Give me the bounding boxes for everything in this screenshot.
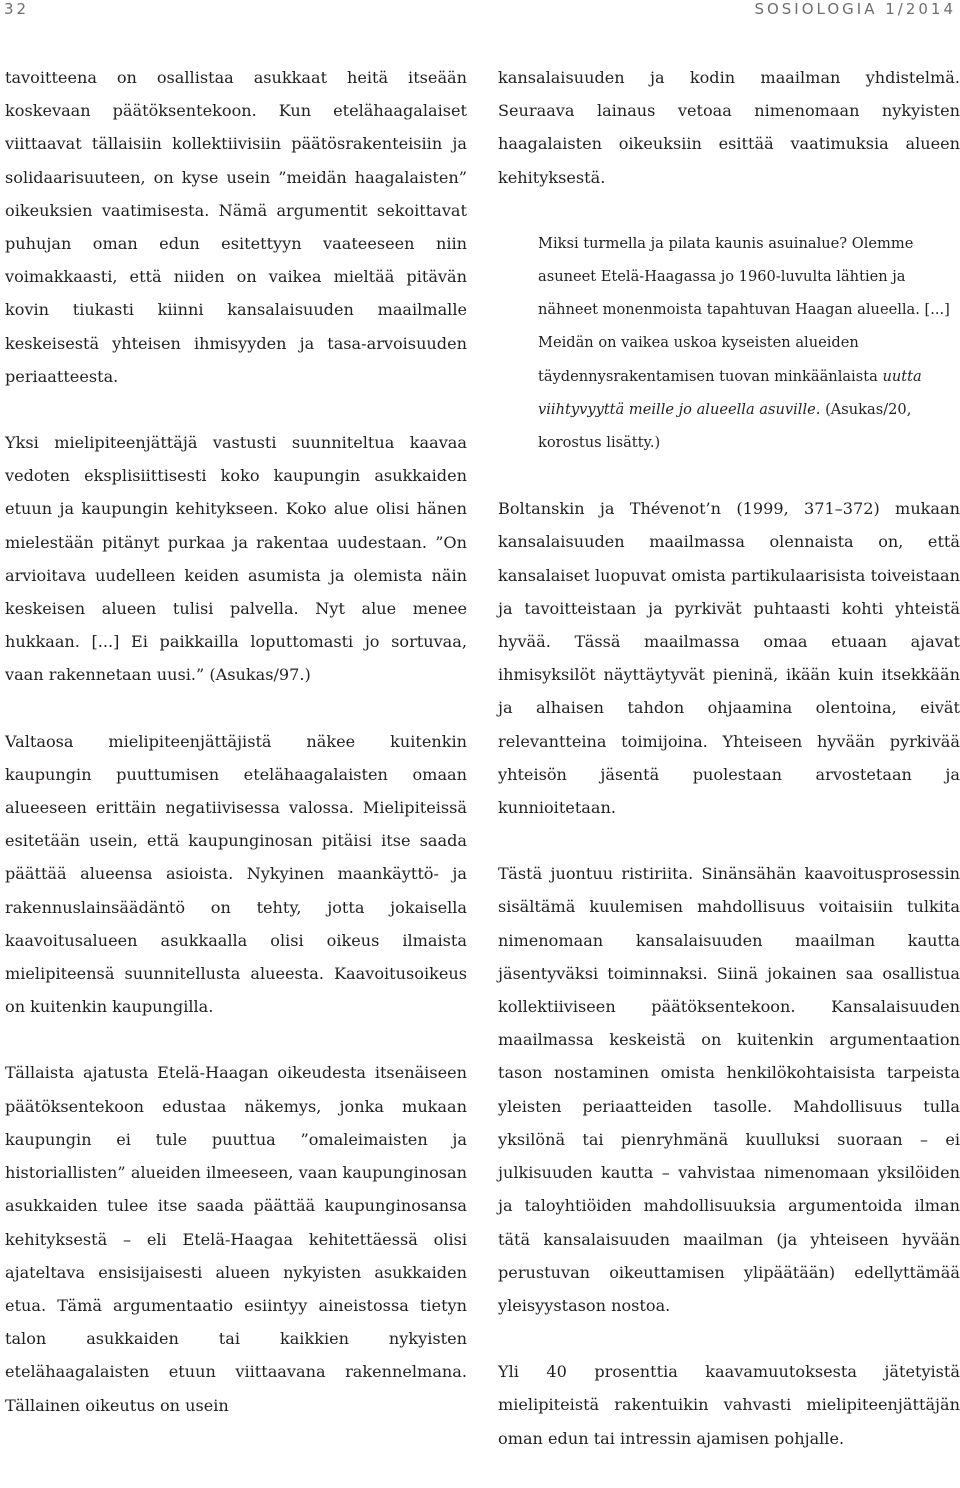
right-column <box>498 61 960 1488</box>
paragraph: Valtaosa mielipiteenjättäjistä näkee kuitenkin kaupungin puuttumisen etelähaagalaisten omaan alueeseen erittäin negatiivisessa valossa. Mielipiteissä esitetään usein, että kaupunginosan pitäisi itse saada päättää alueensa asioista. Nykyinen maankäyttö- ja rakennuslainsäädäntö on tehty, jotta jokaisella kaavoitusalueen asukkaalla olisi oikeus ilmaista mielipiteensä suunnitellusta alueesta. Kaavoitusoikeus on kuitenkin kaupungilla. <box>5 731 467 1017</box>
quote-reference: (Asukas/20, korostus lisätty.) <box>538 400 912 452</box>
page-number: 32 <box>4 0 30 18</box>
page-header <box>0 0 960 24</box>
paragraph: kansalaisuuden ja kodin maailman yhdistelmä. Seuraava lainaus vetoaa nimenomaan nykyisten haagalaisten oikeuksiin esittää vaatimuksia alueen kehityksestä. <box>498 68 960 187</box>
quote-text: Miksi turmella ja pilata kaunis asuinalue? Olemme asuneet Etelä-Haagassa jo 1960-luvulta lähtien ja nähneet monenmoista tapahtuvan Haagan alueella. [...] Meidän on vaikea uskoa kyseisten alueiden täydennysrakentamisen tuovan minkäänlaista <box>538 234 950 385</box>
paragraph: Boltanskin ja Thévenot’n (1999, 371–372) mukaan kansalaisuuden maailmassa olennaista on, että kansalaiset luopuvat omista partikulaarisista toiveistaan ja tavoitteistaan ja pyrkivät puhtaasti kohti yhteistä hyvää. Tässä maailmassa omaa etuaan ajavat ihmisyksilöt näyttäytyvät pieninä, ikään kuin itsekkään ja alhaisen tahdon ohjaamina olentoina, eivät relevantteina toimijoina. Yhteiseen hyvään pyrkivää yhteisön jäsentä puolestaan arvostetaan ja kunnioitetaan. <box>498 499 960 818</box>
quote-emphasis: uutta viihtyvyyttä meille jo alueella asuville. <box>538 367 922 418</box>
paragraph: Yli 40 prosenttia kaavamuutoksesta jätetyistä mielipiteistä rakentuikin vahvasti mielipiteenjättäjän oman edun tai intressin ajamisen pohjalle. <box>498 1362 960 1448</box>
paragraph: Yksi mielipiteenjättäjä vastusti suunniteltua kaavaa vedoten eksplisiittisesti koko kaupungin asukkaiden etuun ja kaupungin kehitykseen. Koko alue olisi hänen mielestään pitänyt purkaa ja rakentaa uudestaan. ”On arvioitava uudelleen keiden asumista ja olemista näin keskeisen alueen tulisi palvella. Nyt alue menee hukkaan. [...] Ei paikkailla loputtomasti jo sortuvaa, vaan rakennetaan uusi.” (Asukas/97.) <box>5 433 467 685</box>
journal-title: SOSIOLOGIA 1/2014 <box>754 0 956 18</box>
paragraph: Tällaista ajatusta Etelä-Haagan oikeudesta itsenäiseen päätöksentekoon edustaa näkemys, jonka mukaan kaupungin ei tule puuttua ”omaleimaisten ja historiallisten” alueiden ilmeeseen, vaan kaupunginosan asukkaiden tulee itse saada päättää kaupunginosansa kehityksestä – eli Etelä-Haagaa kehitettäessä olisi ajateltava ensisijaisesti alueen nykyisten asukkaiden etua. Tämä argumentaatio esiintyy aineistossa tietyn talon asukkaiden tai kaikkien nykyisten etelähaagalaisten etuun viittaavana rakennelmana. Tällainen oikeutus on usein <box>5 1063 467 1415</box>
paragraph: tavoitteena on osallistaa asukkaat heitä itseään koskevaan päätöksentekoon. Kun etelähaagalaiset viittaavat tällaisiin kollektiivisiin päätösrakenteisiin ja solidaarisuuteen, on kyse usein ”meidän haagalaisten” oikeuksien vaatimisesta. Nämä argumentit sekoittavat puhujan oman edun esitettyyn vaateeseen niin voimakkaasti, että niiden on vaikea mieltää pitävän kovin tiukasti kiinni kansalaisuuden maailmalle keskeisestä yhteisen ihmisyyden ja tasa-arvoisuuden periaatteesta. <box>5 68 467 386</box>
paragraph: Tästä juontuu ristiriita. Sinänsähän kaavoitusprosessin sisältämä kuulemisen mahdollisuus voitaisiin tulkita nimenomaan kansalaisuuden maailman kautta jäsentyväksi toiminnaksi. Siinä jokainen saa osallistua kollektiiviseen päätöksentekoon. Kansalaisuuden maailmassa keskeistä on kuitenkin argumentaation tason nostaminen omista henkilökohtaisista tarpeista yleisten periaatteiden tasolle. Mahdollisuus tulla yksilönä tai pienryhmänä kuulluksi suoraan – ei julkisuuden kautta – vahvistaa nimenomaan yksilöiden ja taloyhtiöiden mahdollisuuksia argumentoida ilman tätä kansalaisuuden maailman (ja yhteiseen hyvään perustuvan oikeuttamisen ylipäätään) edellyttämää yleisyystason nostoa. <box>498 864 960 1315</box>
block-quote <box>538 227 960 459</box>
left-column <box>5 61 467 1455</box>
